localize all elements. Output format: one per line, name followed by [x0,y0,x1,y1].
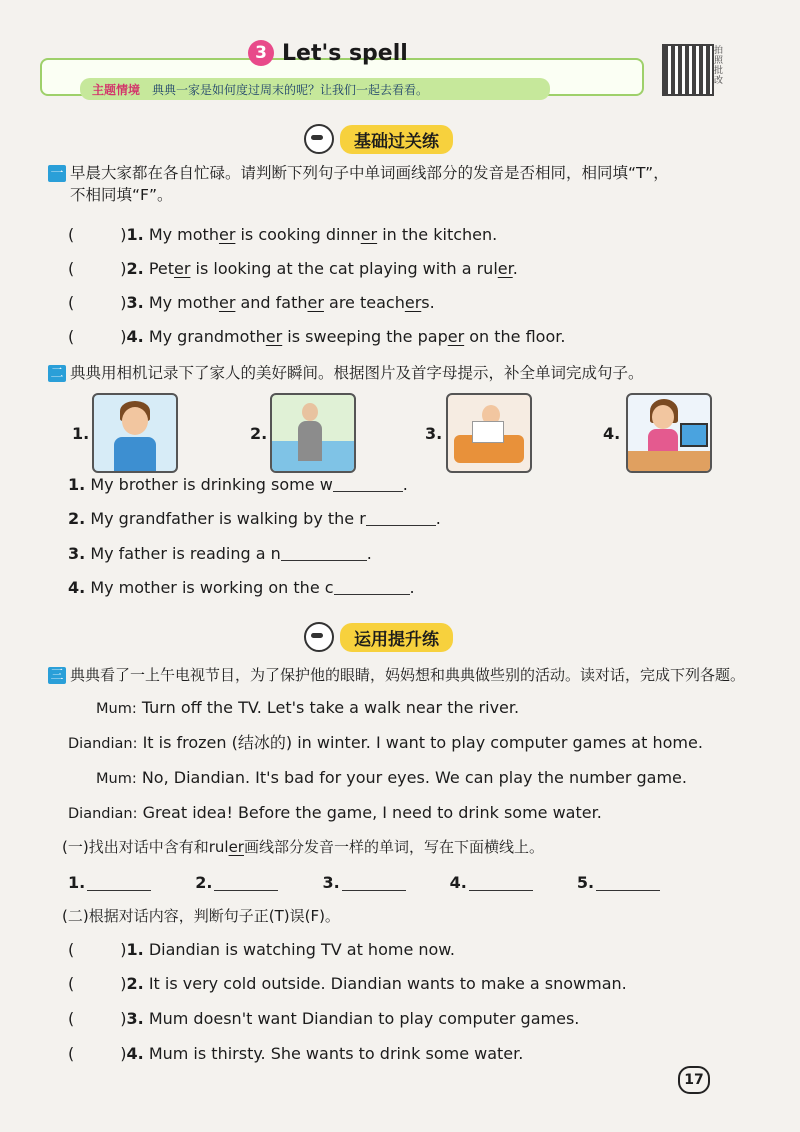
section1-tag: 一 [48,165,66,182]
period: . [435,509,441,528]
section3-tag: 三 [48,667,66,684]
section1-item [68,224,497,246]
underlined: er [360,225,378,244]
picture-number: 1. [72,424,90,443]
text: is cooking dinn [235,225,361,244]
answer-blank[interactable] [281,544,367,561]
part1-instruction [62,836,544,858]
lesson-header [248,40,408,66]
text: is sweeping the pap [282,327,448,346]
answer-blank[interactable] [333,475,403,492]
text: My grandmoth [148,327,266,346]
utterance: Turn off the TV. Let's take a walk near the river. [141,698,520,717]
picture-number: 2. [250,424,268,443]
blank-item [68,872,151,892]
section3-instruction [48,664,745,686]
sentence-text: My father is reading a n [90,544,281,563]
underlined: er [265,327,283,346]
section1-instruction [48,162,768,206]
text: is looking at the cat playing with a rul [190,259,498,278]
utterance: No, Diandian. It's bad for your eyes. We can play the number game. [141,768,687,787]
answer-blank[interactable] [469,872,533,891]
speaker: Mum: [96,701,137,717]
blank-number: 4. [449,873,467,892]
period: . [409,578,415,597]
part2-item [68,1008,579,1030]
item-number: 3. [68,544,86,563]
answer-blank[interactable] [87,872,151,891]
item-number: 2. [126,259,144,278]
answer-paren-open[interactable]: ( [68,225,75,244]
section2-sentence [68,508,441,530]
answer-blank[interactable] [596,872,660,891]
item-number: 2. [68,509,86,528]
blank-number: 1. [68,873,86,892]
underlined: er [404,293,422,312]
section2-instruction-text: 典典用相机记录下了家人的美好瞬间。根据图片及首字母提示，补全单词完成句子。 [70,364,644,382]
picture-grandfather-river [270,393,356,473]
blank-number: 3. [322,873,340,892]
part2-instruction [62,905,340,927]
blank-item [195,872,278,892]
item-number: 3. [126,1009,144,1028]
part-label: (一) [62,838,89,856]
speaker: Mum: [96,771,137,787]
text: 画线部分发音一样的单词，写在下面横线上。 [243,838,544,856]
answer-paren-close: ) [120,259,127,278]
qr-code-icon[interactable] [662,44,714,96]
text: Pet [148,259,175,278]
answer-paren-close: ) [120,1044,127,1063]
answer-paren-close: ) [120,327,127,346]
utterance: Great idea! Before the game, I need to drink some water. [142,803,602,822]
blank-number: 2. [195,873,213,892]
utterance: It is frozen (结冰的) in winter. I want to play computer games at home. [142,733,703,752]
underlined: er [447,327,465,346]
section2-sentence [68,577,415,599]
text: s. [421,293,435,312]
text: in the kitchen. [377,225,498,244]
part2-item [68,1043,523,1065]
answer-paren-open[interactable]: ( [68,1044,75,1063]
item-number: 4. [68,578,86,597]
theme-band [80,78,550,100]
dialogue-line [68,802,602,825]
qr-label: 拍照批改 [714,46,724,86]
statement-text: Diandian is watching TV at home now. [148,940,455,959]
banner-advanced-label: 运用提升练 [340,623,453,652]
section1-instruction-line2: 不相同填“F”。 [70,186,173,204]
picture-number: 4. [603,424,621,443]
text: are teach [323,293,405,312]
item-number: 2. [126,974,144,993]
text: and fath [235,293,308,312]
item-number: 3. [126,293,144,312]
answer-blank[interactable] [366,509,436,526]
underlined: er [218,293,236,312]
answer-paren-open[interactable]: ( [68,293,75,312]
mascot-icon [304,622,334,652]
period: . [366,544,372,563]
statement-text: Mum doesn't want Diandian to play computer games. [148,1009,580,1028]
page-number: 17 [678,1066,710,1094]
answer-paren-close: ) [120,974,127,993]
underlined: er [218,225,236,244]
part2-instruction-text: 根据对话内容，判断句子正(T)误(F)。 [88,907,340,925]
answer-paren-close: ) [120,225,127,244]
statement-text: Mum is thirsty. She wants to drink some water. [148,1044,524,1063]
lesson-number-badge: 3 [248,40,274,66]
underlined: er [497,259,513,278]
part2-item [68,939,455,961]
picture-boy-drinking [92,393,178,473]
banner-advanced [304,622,453,652]
item-number: 4. [126,327,144,346]
mascot-icon [304,124,334,154]
picture-mother-computer [626,393,712,473]
section2-sentence [68,543,372,565]
part-label: (二) [62,907,89,925]
item-number: 1. [126,225,144,244]
part1-answer-blanks [68,872,660,892]
part2-item [68,973,627,995]
item-number: 4. [126,1044,144,1063]
theme-text: 典典一家是如何度过周末的呢？让我们一起去看看。 [152,82,429,97]
section1-item [68,258,518,280]
statement-text: It is very cold outside. Diandian wants to make a snowman. [148,974,627,993]
text: rul [208,838,229,856]
text: My moth [148,293,219,312]
section1-item [68,292,435,314]
answer-blank[interactable] [214,872,278,891]
item-number: 1. [126,940,144,959]
text: 找出对话中含有和 [88,838,209,856]
dialogue-line [68,732,703,755]
blank-item [322,872,405,892]
answer-paren-open[interactable]: ( [68,940,75,959]
text: on the floor. [464,327,566,346]
answer-paren-open[interactable]: ( [68,1009,75,1028]
banner-basic-label: 基础过关练 [340,125,453,154]
answer-paren-close: ) [120,293,127,312]
text: . [512,259,518,278]
blank-number: 5. [576,873,595,892]
underlined: er [307,293,324,312]
speaker: Diandian: [68,806,138,822]
period: . [402,475,408,494]
sentence-text: My mother is working on the c [90,578,334,597]
sentence-text: My brother is drinking some w [90,475,333,494]
answer-paren-open[interactable]: ( [68,974,75,993]
answer-paren-open[interactable]: ( [68,327,75,346]
underlined: er [174,259,191,278]
text: My moth [148,225,219,244]
section2-instruction [48,362,644,384]
banner-basic [304,124,453,154]
section1-instruction-line1: 早晨大家都在各自忙碌。请判断下列句子中单词画线部分的发音是否相同，相同填“T”， [70,164,669,182]
blank-item [450,872,533,892]
answer-blank[interactable] [342,872,406,891]
picture-number: 3. [425,424,443,443]
picture-father-reading [446,393,532,473]
blank-item [577,872,660,892]
section2-sentence [68,474,408,496]
dialogue-line [96,767,687,790]
item-number: 1. [68,475,86,494]
lesson-title: Let's spell [282,40,408,66]
answer-paren-open[interactable]: ( [68,259,75,278]
dialogue-line [96,697,519,720]
answer-blank[interactable] [334,578,410,595]
sentence-text: My grandfather is walking by the r [90,509,366,528]
underlined: er [228,838,244,856]
section2-tag: 二 [48,365,66,382]
section1-item [68,326,565,348]
answer-paren-close: ) [120,940,127,959]
theme-label: 主题情境 [92,82,141,97]
answer-paren-close: ) [120,1009,127,1028]
speaker: Diandian: [68,736,138,752]
section3-instruction-text: 典典看了一上午电视节目，为了保护他的眼睛，妈妈想和典典做些别的活动。读对话，完成下列各题。 [70,666,746,684]
